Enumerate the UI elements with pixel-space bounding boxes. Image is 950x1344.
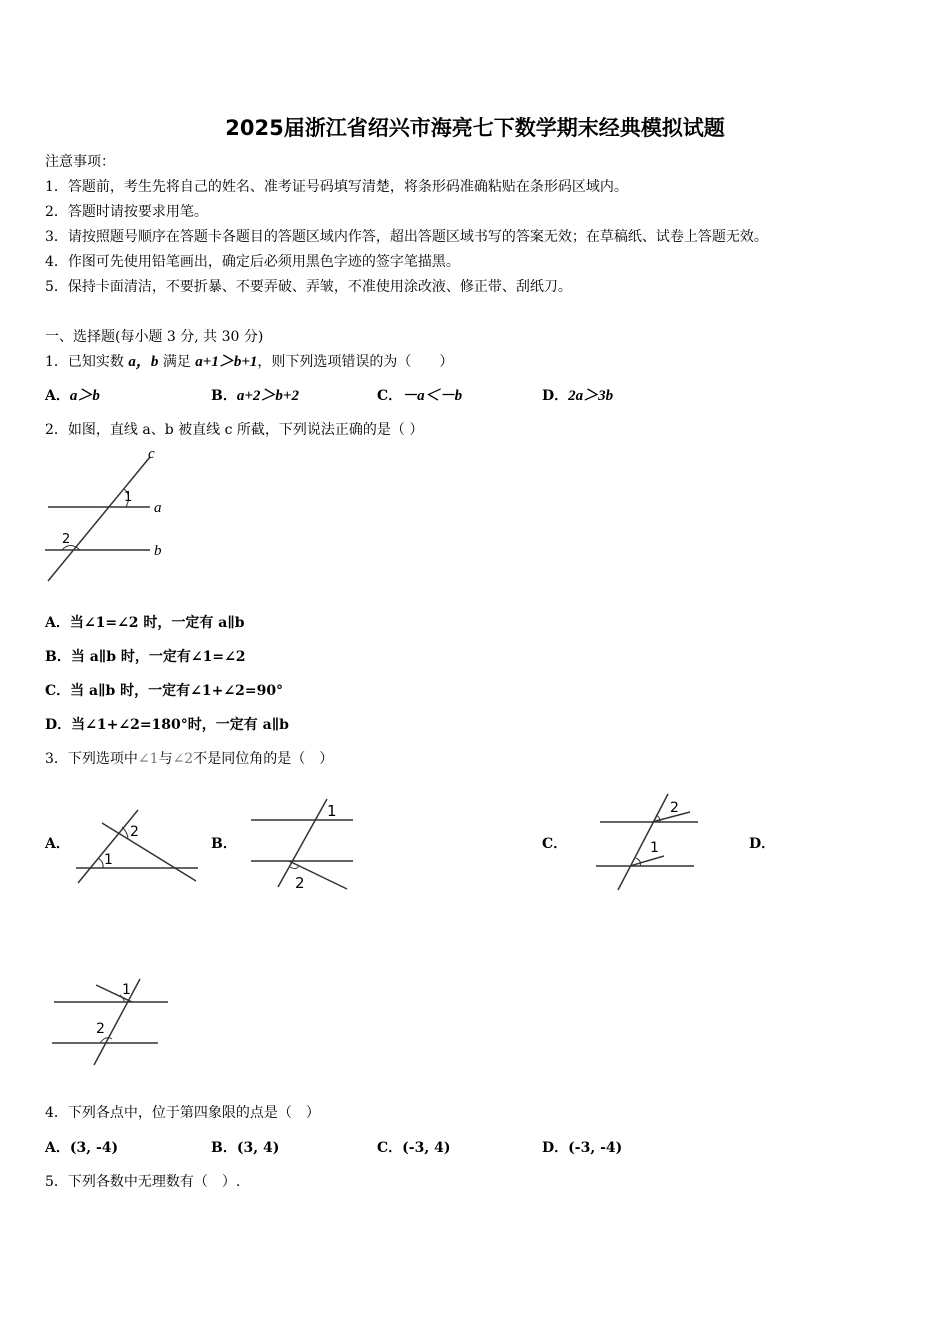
option-text: (3, -4) — [69, 1140, 119, 1156]
section-heading: 一、选择题(每小题 3 分, 共 30 分) — [45, 329, 264, 345]
q4-option-c[interactable] — [377, 1139, 450, 1157]
stem-variables: a，b — [128, 354, 159, 370]
q3-option-b-letter[interactable]: B． — [211, 836, 237, 852]
option-text: (3, 4) — [236, 1140, 280, 1156]
stem-text: 已知实数 — [67, 354, 129, 370]
angle-1-label: 1 — [104, 852, 113, 868]
stem-text: 下列各点中，位于第四象限的点是（ ） — [67, 1105, 320, 1121]
notice-item-1: 1．答题前，考生先将自己的姓名、准考证号码填写清楚，将条形码准确粘贴在条形码区域内。 — [45, 179, 628, 195]
option-text: 当∠1=∠2 时，一定有 a∥b — [69, 615, 245, 631]
option-letter: D． — [45, 717, 72, 733]
question-number: 3． — [45, 751, 68, 767]
stem-text: 下列选项中 — [67, 751, 138, 767]
angle-2-symbol: ∠2 — [172, 751, 194, 767]
question-3-stem — [45, 750, 333, 768]
question-5-stem — [45, 1173, 240, 1191]
option-text: 当 a∥b 时，一定有∠1=∠2 — [70, 649, 246, 665]
question-1-stem — [45, 353, 453, 371]
q3-option-c-letter[interactable]: C． — [542, 836, 568, 852]
line-b-label: b — [154, 543, 162, 559]
angle-2-label: 2 — [62, 532, 71, 547]
angle-2-label: 2 — [96, 1021, 105, 1037]
option-text: 当∠1+∠2=180°时，一定有 a∥b — [71, 717, 289, 733]
stem-text: 与 — [158, 751, 173, 767]
stem-text: 如图，直线 a、b 被直线 c 所截，下列说法正确的是（ ） — [67, 422, 424, 438]
option-letter: B． — [211, 388, 237, 404]
q1-option-c[interactable] — [377, 387, 462, 405]
option-letter: C． — [377, 388, 403, 404]
question-number: 5． — [45, 1174, 68, 1190]
notice-item-3: 3．请按照题号顺序在答题卡各题目的答题区域内作答，超出答题区域书写的答案无效；在草稿纸、试卷上答题无效。 — [45, 229, 768, 245]
notice-item-5: 5．保持卡面清洁，不要折暴、不要弄破、弄皱，不准使用涂改液、修正带、刮纸刀。 — [45, 279, 572, 295]
notice-item-2: 2．答题时请按要求用笔。 — [45, 204, 208, 220]
q2-option-c[interactable] — [45, 682, 283, 700]
option-text: 当 a∥b 时，一定有∠1+∠2=90° — [70, 683, 284, 699]
option-letter: A． — [45, 388, 70, 404]
option-text: (-3, 4) — [402, 1140, 451, 1156]
stem-text: 满足 — [158, 354, 196, 370]
q1-option-d[interactable] — [542, 387, 613, 405]
option-text: a＞b — [69, 388, 100, 404]
q3-figure-d — [48, 975, 173, 1070]
option-text: 2a＞3b — [568, 388, 614, 404]
q2-option-a[interactable] — [45, 614, 245, 632]
option-letter: A． — [45, 1140, 70, 1156]
option-letter: A． — [45, 615, 70, 631]
angle-2-label: 2 — [295, 874, 305, 892]
option-letter: B． — [45, 649, 71, 665]
option-letter: D． — [542, 1140, 569, 1156]
option-text: －a＜－b — [402, 388, 463, 404]
option-letter: D． — [542, 388, 569, 404]
q4-option-b[interactable] — [211, 1139, 279, 1157]
stem-condition: a+1＞b+1 — [195, 354, 258, 370]
option-letter: B． — [211, 1140, 237, 1156]
q3-figure-a — [70, 805, 205, 890]
option-text: a+2＞b+2 — [236, 388, 299, 404]
q3-option-d-letter[interactable]: D． — [749, 836, 776, 852]
question-4-stem — [45, 1104, 320, 1122]
question-2-stem — [45, 421, 423, 439]
notice-heading: 注意事项： — [45, 154, 115, 170]
option-text: (-3, -4) — [568, 1140, 623, 1156]
q4-option-d[interactable] — [542, 1139, 622, 1157]
angle-1-label: 1 — [124, 490, 133, 505]
option-letter: C． — [377, 1140, 403, 1156]
line-a-label: a — [154, 500, 162, 516]
question-number: 2． — [45, 422, 68, 438]
angle-2-label: 2 — [670, 800, 679, 816]
q4-option-a[interactable] — [45, 1139, 118, 1157]
angle-1-symbol: ∠1 — [137, 751, 159, 767]
option-letter: C． — [45, 683, 71, 699]
stem-text: 不是同位角的是（ ） — [193, 751, 334, 767]
angle-2-label: 2 — [130, 824, 139, 840]
q2-option-b[interactable] — [45, 648, 246, 666]
notice-item-4: 4．作图可先使用铅笔画出，确定后必须用黑色字迹的签字笔描黑。 — [45, 254, 460, 270]
stem-text: ，则下列选项错误的为（ ） — [257, 354, 454, 370]
stem-text: 下列各数中无理数有（ ）. — [67, 1174, 241, 1190]
q2-figure — [40, 445, 180, 590]
question-number: 4． — [45, 1105, 68, 1121]
q3-figure-c — [590, 790, 705, 895]
q2-option-d[interactable] — [45, 716, 289, 734]
page-title: 2025届浙江省绍兴市海亮七下数学期末经典模拟试题 — [225, 116, 725, 140]
q3-option-a-letter[interactable]: A． — [45, 836, 70, 852]
q1-option-b[interactable] — [211, 387, 299, 405]
angle-1-label: 1 — [122, 982, 131, 998]
q1-option-a[interactable] — [45, 387, 100, 405]
q3-figure-b — [245, 795, 360, 895]
angle-1-label: 1 — [327, 802, 337, 820]
question-number: 1． — [45, 354, 68, 370]
angle-1-label: 1 — [650, 840, 659, 856]
line-c-label: c — [148, 446, 155, 462]
